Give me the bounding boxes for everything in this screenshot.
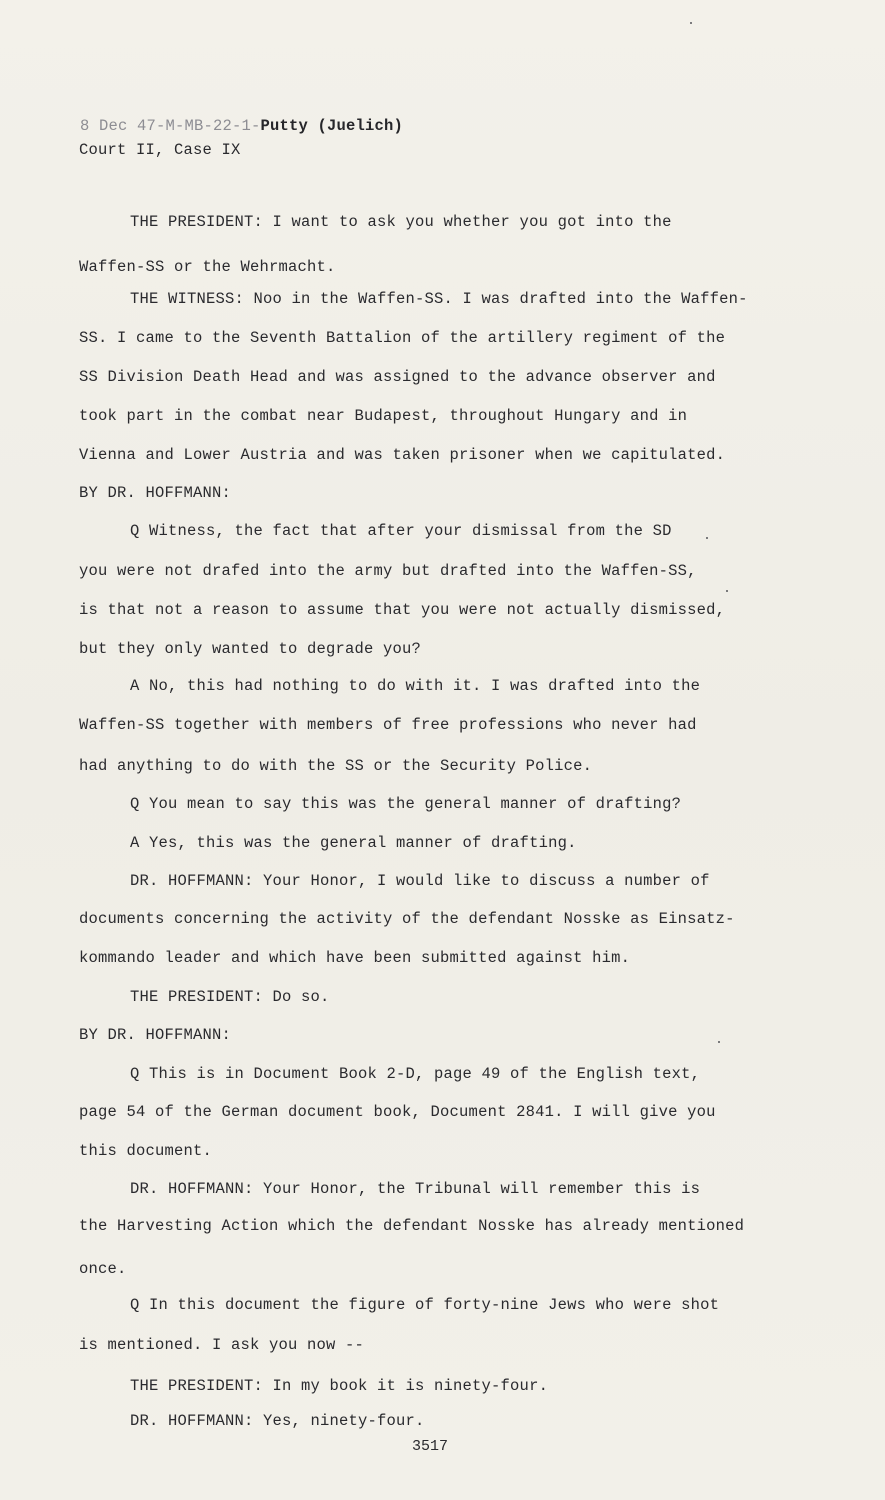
text-line: THE WITNESS: Noo in the Waffen-SS. I was drafted into the Waffen-	[130, 290, 748, 308]
text-line: Q You mean to say this was the general manner of drafting?	[130, 795, 682, 813]
text-line: is mentioned. I ask you now --	[79, 1336, 365, 1354]
text-line: A No, this had nothing to do with it. I was drafted into the	[130, 677, 701, 695]
text-line: the Harvesting Action which the defendant Nosske has already mentioned	[79, 1217, 745, 1235]
text-line: you were not drafed into the army but drafted into the Waffen-SS,	[79, 562, 697, 580]
header-court-case: Court II, Case IX	[79, 141, 241, 159]
text-line: but they only wanted to degrade you?	[79, 640, 422, 658]
text-line: A Yes, this was the general manner of drafting.	[130, 834, 577, 852]
text-line: took part in the combat near Budapest, throughout Hungary and in	[79, 407, 688, 425]
page-number: 3517	[412, 1438, 449, 1455]
text-line: DR. HOFFMANN: Yes, ninety-four.	[130, 1412, 425, 1430]
header-reporter: Putty (Juelich)	[260, 117, 404, 135]
text-line: Q Witness, the fact that after your dismissal from the SD	[130, 522, 672, 540]
text-line: had anything to do with the SS or the Security Police.	[79, 757, 593, 775]
text-line: SS. I came to the Seventh Battalion of the artillery regiment of the	[79, 329, 726, 347]
text-line: DR. HOFFMANN: Your Honor, I would like to discuss a number of	[130, 872, 710, 890]
text-line: SS Division Death Head and was assigned to the advance observer and	[79, 368, 716, 386]
text-line: Waffen-SS together with members of free professions who never had	[79, 716, 697, 734]
text-line: documents concerning the activity of the defendant Nosske as Einsatz-	[79, 910, 735, 928]
header-reference	[80, 117, 403, 135]
paper-speck	[706, 537, 708, 539]
header-date-code: 8 Dec 47-M-MB-22-1-	[80, 117, 261, 135]
text-line: THE PRESIDENT: Do so.	[130, 988, 330, 1006]
text-line: BY DR. HOFFMANN:	[79, 1026, 232, 1044]
text-line: once.	[79, 1260, 127, 1278]
text-line: BY DR. HOFFMANN:	[79, 484, 232, 502]
text-line: kommando leader and which have been submitted against him.	[79, 949, 631, 967]
paper-speck	[690, 22, 692, 24]
text-line: this document.	[79, 1142, 213, 1160]
text-line: is that not a reason to assume that you were not actually dismissed,	[79, 601, 726, 619]
text-line: Vienna and Lower Austria and was taken prisoner when we capitulated.	[79, 446, 726, 464]
text-line: Q This is in Document Book 2-D, page 49 of the English text,	[130, 1065, 701, 1083]
text-line: THE PRESIDENT: In my book it is ninety-four.	[130, 1377, 549, 1395]
text-line: Q In this document the figure of forty-nine Jews who were shot	[130, 1296, 720, 1314]
text-line: THE PRESIDENT: I want to ask you whether you got into the	[130, 213, 672, 231]
paper-speck	[718, 1041, 720, 1043]
paper-speck	[726, 590, 728, 592]
text-line: DR. HOFFMANN: Your Honor, the Tribunal will remember this is	[130, 1180, 701, 1198]
text-line: page 54 of the German document book, Document 2841. I will give you	[79, 1103, 716, 1121]
text-line: Waffen-SS or the Wehrmacht.	[79, 258, 336, 276]
